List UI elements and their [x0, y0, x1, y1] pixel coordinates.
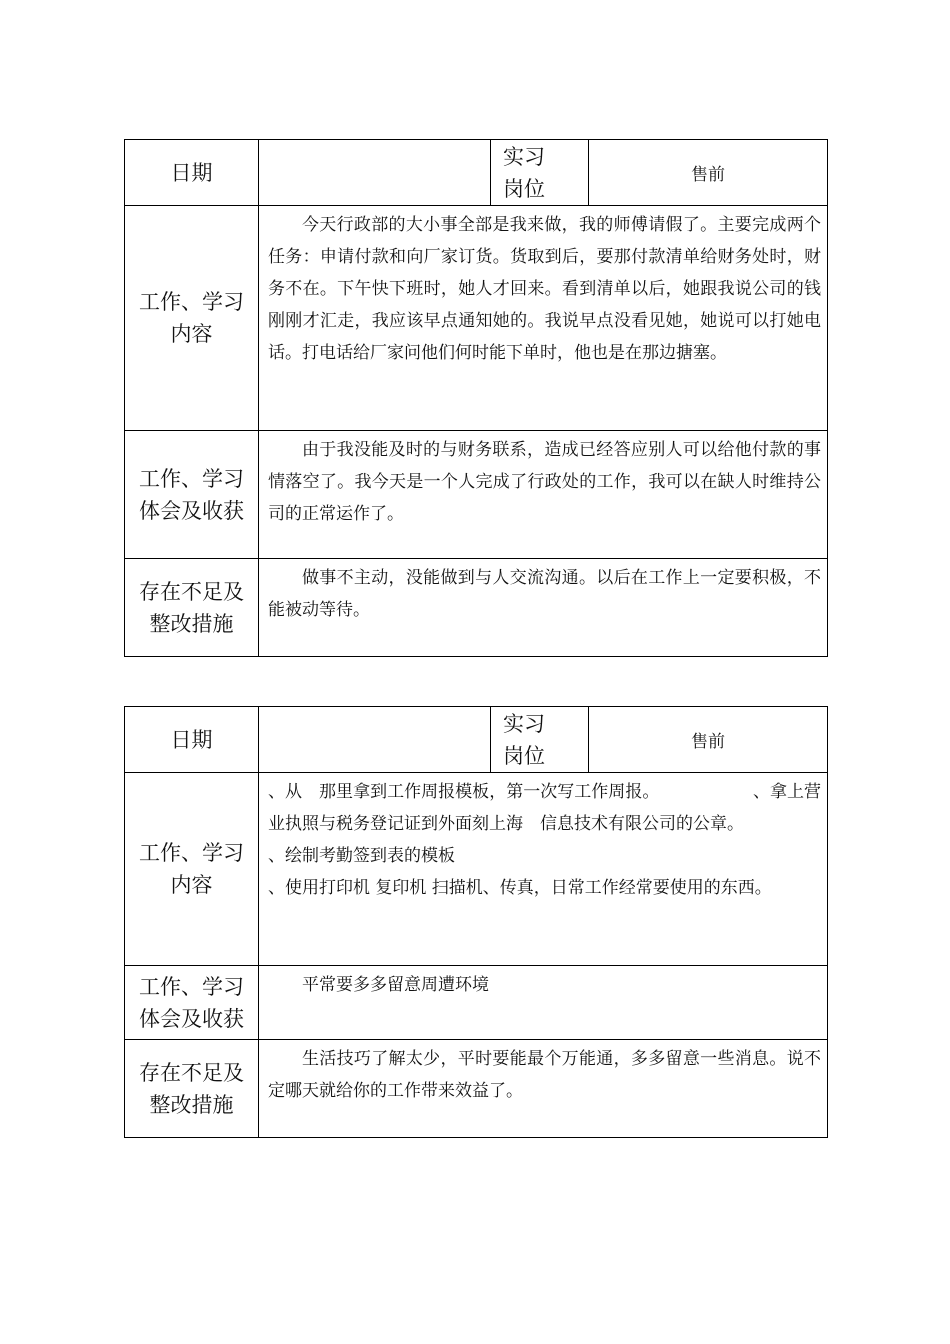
issue-label-line1: 存在不足及: [139, 579, 244, 604]
position-value: 售前: [589, 140, 828, 206]
gain-label-line1: 工作、学习: [139, 974, 244, 999]
issue-content: [259, 1040, 828, 1138]
date-value: [259, 707, 491, 773]
gain-content-text: 平常要多多留意周遭环境: [302, 975, 489, 995]
date-label: 日期: [125, 140, 259, 206]
position-label: [491, 140, 589, 206]
work-label-line2: 内容: [170, 873, 213, 897]
issue-label: [125, 1040, 259, 1138]
issue-label-line2: 整改措施: [149, 611, 234, 636]
issue-label-line1: 存在不足及: [139, 1060, 244, 1085]
position-label-line2: 岗位: [503, 743, 545, 768]
work-label-line2: 内容: [170, 322, 213, 346]
issue-label-line2: 整改措施: [149, 1092, 234, 1117]
work-label-line1: 工作、学习: [139, 841, 244, 865]
position-value: 售前: [589, 707, 828, 773]
position-label-line1: 实习: [503, 711, 545, 736]
gain-label: [125, 431, 259, 559]
gain-content: [259, 966, 828, 1040]
gain-content-text: 由于我没能及时的与财务联系，造成已经答应别人可以给他付款的事情落空了。我今天是一个人完成了行政处的工作，我可以在缺人时维持公司的正常运作了。: [268, 440, 821, 524]
work-content: [259, 773, 828, 966]
gain-label-line2: 体会及收获: [139, 498, 244, 523]
internship-log-table-1: [124, 139, 828, 657]
issue-content: [259, 559, 828, 657]
work-content: [259, 206, 828, 431]
work-label-line1: 工作、学习: [139, 290, 244, 314]
work-content-label: [125, 773, 259, 966]
date-value: [259, 140, 491, 206]
gain-content: [259, 431, 828, 559]
work-content-text: 今天行政部的大小事全部是我来做，我的师傅请假了。主要完成两个任务：申请付款和向厂家订货。货取到后，要那付款清单给财务处时，财务不在。下午快下班时，她人才回来。看到清单以后，她跟我说公司的钱刚刚才汇走，我应该早点通知她的。我说早点没看见她，她说可以打她电话。打电话给厂家问他们何时能下单时，他也是在那边搪塞。: [268, 215, 821, 363]
issue-label: [125, 559, 259, 657]
position-label-line1: 实习: [503, 144, 545, 169]
gain-label: [125, 966, 259, 1040]
work-item: 、从 那里拿到工作周报模板，第一次写工作周报。 、拿上营业执照与税务登记证到外面刻上海 信息技术有限公司的公章。: [268, 782, 821, 834]
date-label: 日期: [125, 707, 259, 773]
gain-label-line1: 工作、学习: [139, 466, 244, 491]
work-content-label: [125, 206, 259, 431]
position-label-line2: 岗位: [503, 176, 545, 201]
internship-log-table-2: [124, 706, 828, 1138]
position-label: [491, 707, 589, 773]
issue-content-text: 做事不主动，没能做到与人交流沟通。以后在工作上一定要积极，不能被动等待。: [268, 568, 821, 620]
gain-label-line2: 体会及收获: [139, 1006, 244, 1031]
work-item: 、使用打印机 复印机 扫描机、传真，日常工作经常要使用的东西。: [268, 878, 772, 898]
work-item: 、绘制考勤签到表的模板: [268, 846, 455, 866]
issue-content-text: 生活技巧了解太少，平时要能最个万能通，多多留意一些消息。说不定哪天就给你的工作带来效益了。: [268, 1049, 821, 1101]
